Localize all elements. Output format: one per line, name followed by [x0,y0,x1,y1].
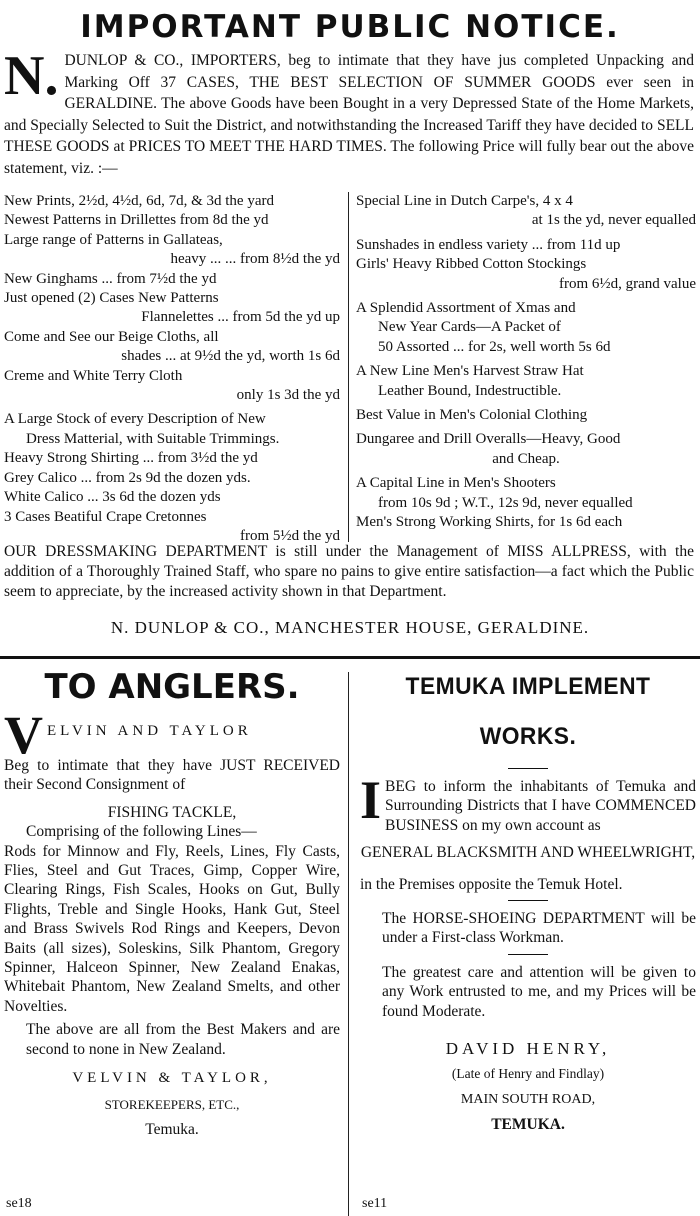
implement-premises: in the Premises opposite the Temuk Hotel. [360,875,623,893]
price-list-right [356,192,696,533]
price-list-left [4,192,340,546]
list-item: White Calico ... 3s 6d the dozen yds [4,489,221,506]
implement-sign-place: TEMUKA. [491,1116,565,1134]
notice-signature: N. DUNLOP & CO., MANCHESTER HOUSE, GERALDINE. [110,618,590,637]
list-item: A Large Stock of every Description of New [4,411,266,428]
anglers-firm-line: ELVIN AND TAYLOR [47,723,252,739]
implement-trade: GENERAL BLACKSMITH AND WHEELWRIGHT, [360,844,696,862]
column-divider [348,672,349,1216]
list-item: New Year Cards—A Packet of [378,319,561,336]
column-divider [348,192,349,542]
list-item: at 1s the yd, never equalled [531,212,696,229]
implement-care: The greatest care and attention will be given to any Work entrusted to me, and my Prices will be found Moderate. [382,963,696,1020]
list-item: Best Value in Men's Colonial Clothing [356,407,588,424]
implement-code: se11 [362,1196,388,1211]
implement-drop-initial: I [360,770,382,830]
list-item: from 5½d the yd [240,527,340,544]
anglers-comprising: Comprising of the following Lines— [26,823,257,841]
list-item: Special Line in Dutch Carpe's, 4 x 4 [356,193,573,209]
list-item: Large range of Patterns in Gallateas, [4,231,223,248]
list-item: from 10s 9d ; W.T., 12s 9d, never equalled [378,494,633,511]
anglers-title: TO ANGLERS. [44,667,300,707]
list-item: Dress Matterial, with Suitable Trimmings. [26,430,280,447]
anglers-drop-initial: V [4,705,43,765]
rule [508,900,548,901]
notice-title: IMPORTANT PUBLIC NOTICE. [80,9,620,45]
implement-sign-road: MAIN SOUTH ROAD, [460,1091,596,1107]
list-item: A Splendid Assortment of Xmas and [356,300,576,317]
implement-body [356,770,700,1135]
list-item: shades ... at 9½d the yd, worth 1s 6d [121,348,340,365]
list-item: New Ginghams ... from 7½d the yd [4,270,217,287]
list-item: A Capital Line in Men's Shooters [356,475,556,492]
implement-sign-name: DAVID HENRY, [445,1039,611,1059]
price-list [4,192,696,542]
anglers-lines: Rods for Minnow and Fly, Reels, Lines, Fly Casts, Flies, Steel and Gut Traces, Gimp, Copper Wire, Clearing Rings, Fish Scales, Hooks on Gut, Bully Flights, Treble and Single Hooks, Hank Gut, Steel and Brass Swivels Rod Rings and Keepers, Devon Baits (all sizes), Soleskins, Silk Phantom, Gregory Spinner, Halceon Spinner, New Zealand Enakas, Whitebait Phantom, New Zealand Smelts, and other Novelties. [4,842,340,1015]
list-item: Dungaree and Drill Overalls—Heavy, Good [356,431,621,448]
list-item: Heavy Strong Shirting ... from 3½d the yd [4,450,258,467]
rule [508,768,548,769]
list-item: Just opened (2) Cases New Patterns [4,290,219,307]
notice-intro-text: DUNLOP & CO., IMPORTERS, beg to intimate that they have jus completed Unpacking and Marking Off 37 CASES, THE BEST SELECTION OF SUMMER GOODS ever seen in GERALDINE. The above Goods have been Bought in a very Depressed State of the Home Markets, and Specially Selected to Suit the District, and notwithstanding the Increased Tariff they have decided to SELL THESE GOODS at PRICES TO MEET THE HARD TIMES. The following Price will fully bear out the above statement, viz. :— [4,52,694,177]
list-item: Girls' Heavy Ribbed Cotton Stockings [356,256,587,273]
anglers-firm-heading [4,705,340,765]
list-item: Creme and White Terry Cloth [4,367,183,384]
implement-sign-late: (Late of Henry and Findlay) [451,1066,605,1082]
anglers-sign-role: STOREKEEPERS, ETC., [104,1096,240,1112]
notice-intro [0,45,700,179]
list-item: Come and See our Beige Cloths, all [4,328,219,345]
anglers-ad [0,662,344,1216]
implement-works-ad [356,662,700,1216]
anglers-fishing: FISHING TACKLE, [107,803,237,821]
implement-intro-text: BEG to inform the inhabitants of Temuka and Surrounding Districts that I have COMMENCED BUSINESS on my own account as [385,778,696,834]
list-item: and Cheap. [492,450,560,467]
anglers-sign-name: VELVIN & TAYLOR, [72,1070,272,1087]
list-item: Leather Bound, Indestructible. [378,382,562,399]
anglers-closing: The above are all from the Best Makers and are second to none in New Zealand. [26,1021,340,1058]
list-item: New Prints, 2½d, 4½d, 6d, 7d, & 3d the yard [4,193,274,209]
implement-intro [360,770,696,835]
list-item: Newest Patterns in Drillettes from 8d the yd [4,212,269,229]
list-item: A New Line Men's Harvest Straw Hat [356,363,584,380]
implement-horse: The HORSE-SHOEING DEPARTMENT will be under a First-class Workman. [382,910,696,947]
anglers-code: se18 [6,1196,32,1211]
list-item: Sunshades in endless variety ... from 11d up [356,236,621,253]
list-item: 50 Assorted ... for 2s, well worth 5s 6d [378,338,611,355]
implement-title: TEMUKA IMPLEMENT WORKS. [405,673,651,750]
anglers-body [0,705,344,1139]
rule [508,954,548,955]
list-item: heavy ... ... from 8½d the yd [170,251,340,268]
list-item: Men's Strong Working Shirts, for 1s 6d each [356,514,623,531]
dressmaking-paragraph: OUR DRESSMAKING DEPARTMENT is still under the Management of MISS ALLPRESS, with the addition of a Thoroughly Trained Staff, who spare no pains to give entire satisfaction—a fact which the Public seem to appreciate, by the increased activity shown in that Department. [4,543,694,600]
list-item: Flannelettes ... from 5d the yd up [141,309,340,326]
list-item: Grey Calico ... from 2s 9d the dozen yds. [4,469,251,486]
anglers-intro: Beg to intimate that they have JUST RECEIVED their Second Consignment of [4,757,340,794]
list-item: from 6½d, grand value [558,275,696,292]
notice-drop-initial: N. [4,45,59,107]
section-divider [0,656,700,659]
list-item: 3 Cases Beatiful Crape Cretonnes [4,508,207,525]
list-item: only 1s 3d the yd [236,387,340,404]
anglers-sign-place: Temuka. [145,1120,199,1138]
